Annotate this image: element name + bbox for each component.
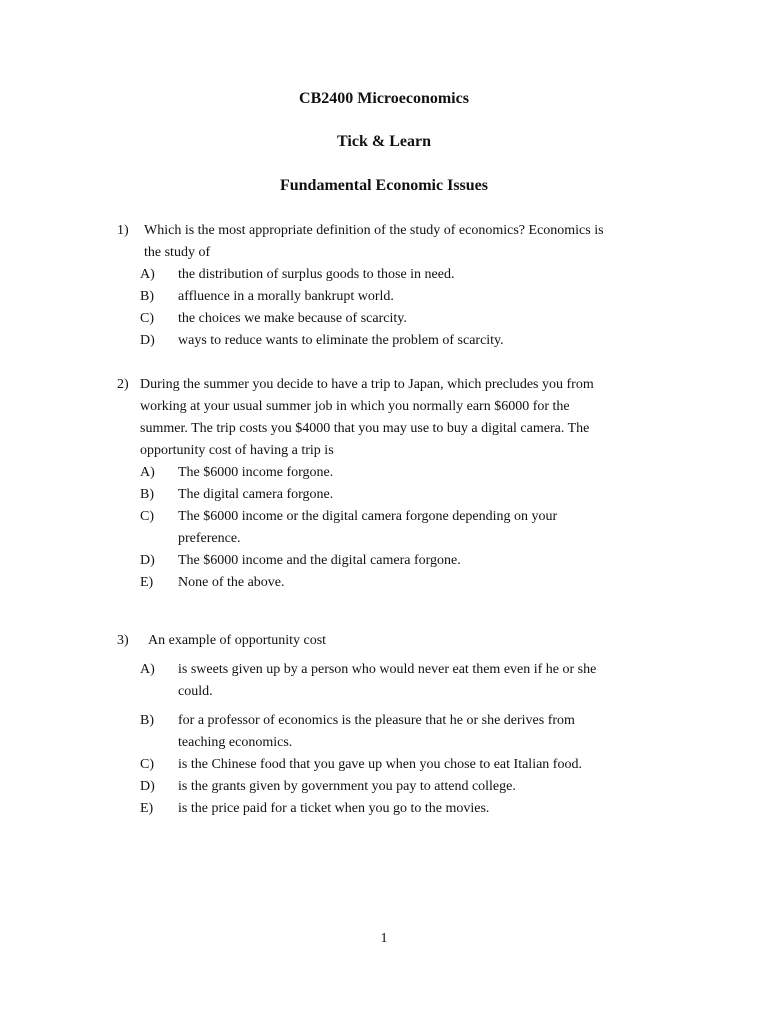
option-text: None of the above. [178,575,285,590]
option-label: C) [140,311,154,326]
option-label: A) [140,662,155,677]
option-text: is the grants given by government you pay to attend college. [178,779,516,794]
option-text: preference. [178,531,241,546]
option-label: D) [140,553,155,568]
option-text: for a professor of economics is the pleasure that he or she derives from [178,713,575,728]
question-text-line: An example of opportunity cost [148,633,327,648]
question-text-line: opportunity cost of having a trip is [140,443,334,458]
option-label: B) [140,713,154,728]
question-text-line: summer. The trip costs you $4000 that you may use to buy a digital camera. The [140,421,590,436]
option-text: is sweets given up by a person who would never eat them even if he or she [178,662,597,677]
question-text-line: Which is the most appropriate definition of the study of economics? Economics is [144,223,604,238]
option-label: C) [140,509,154,524]
question-number: 1) [117,223,129,238]
option-text: is the price paid for a ticket when you go to the movies. [178,801,490,816]
option-label: D) [140,333,155,348]
option-label: C) [140,757,154,772]
course-title: CB2400 Microeconomics [299,90,469,107]
option-label: A) [140,267,155,282]
page-number: 1 [380,931,388,946]
option-text: affluence in a morally bankrupt world. [178,289,394,304]
option-text: teaching economics. [178,735,293,750]
option-text: the choices we make because of scarcity. [178,311,407,326]
question-number: 2) [117,377,129,392]
option-label: B) [140,487,154,502]
option-label: E) [140,575,154,590]
question-number: 3) [117,633,129,648]
question-text-line: During the summer you decide to have a trip to Japan, which precludes you from [140,377,594,392]
option-text: The $6000 income or the digital camera forgone depending on your [178,509,558,524]
question-text-line: working at your usual summer job in which you normally earn $6000 for the [140,399,570,414]
topic-title: Fundamental Economic Issues [279,177,489,194]
option-label: B) [140,289,154,304]
option-text: The $6000 income and the digital camera forgone. [178,553,461,568]
question-text-line: the study of [144,245,211,260]
option-text: is the Chinese food that you gave up when you chose to eat Italian food. [178,757,582,772]
option-text: The $6000 income forgone. [178,465,334,480]
option-text: could. [178,684,213,699]
option-text: ways to reduce wants to eliminate the problem of scarcity. [178,333,504,348]
option-label: E) [140,801,154,816]
option-label: D) [140,779,155,794]
option-text: The digital camera forgone. [178,487,334,502]
option-label: A) [140,465,155,480]
option-text: the distribution of surplus goods to those in need. [178,267,455,282]
subtitle: Tick & Learn [337,133,431,150]
